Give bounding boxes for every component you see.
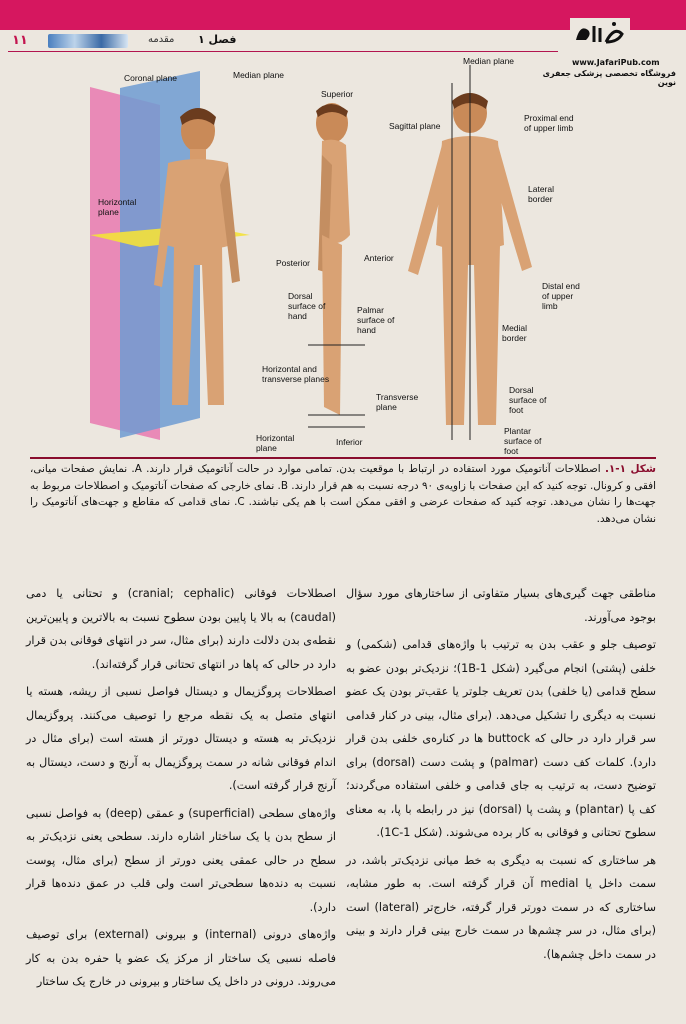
label-palmar-hand: Palmar surface of hand	[357, 305, 395, 335]
paragraph: هر ساختاری که نسبت به دیگری به خط میانی نزدیک‌تر باشد، در سمت داخل یا medial آن قرار گرفته است. به طور مشابه، ساختاری که در سمت دورتر قرار گرفته، خارج‌تر (lateral) است (برای مثال، در سر چشم‌ها در سمت خارج بینی قرار دارند و بینی در سمت داخل چشم‌ها).	[346, 853, 657, 961]
section-title: مقدمه	[148, 34, 175, 45]
label-dorsal-hand: Dorsal surface of hand	[288, 291, 326, 321]
label-transverse-plane: Transverse plane	[376, 392, 419, 412]
header-illustration	[48, 34, 128, 48]
paragraph: توصیف جلو و عقب بدن به ترتیب با واژه‌های قدامی (شکمی) و خلفی (پشتی) انجام می‌گیرد (شکل 1B-1)؛ نزدیک‌تر بودن عضو به سطح قدامی (یا خلفی) بدن تعریف جلوتر یا عقب‌تر بودن یک عضو نسبت به دیگری را تشکیل می‌دهد. (برای مثال، بینی در کنار قدامی سر قرار دارد در حالی که buttock ها در کناره‌ی خلفی بدن قرار دارد). کلمات کف دست (palmar) و پشت دست (dorsal) برای توضیح دست، به ترتیب به جای قدامی و خلفی استفاده می‌گردند؛ کف پا (plantar) و پشت پا (dorsal) نیز در رابطه با پا، به معنای سطوح تحتانی و فوقانی به کار برده می‌شوند. (شکل 1C-1).	[346, 638, 657, 839]
paragraph: واژه‌های سطحی (superficial) و عمقی (deep) به فواصل نسبی از سطح بدن یا یک ساختار اشاره دارند. سطحی یعنی نزدیک‌تر به سطح در حالی عمقی یعنی دورتر از سطح (برای مثال، پوست نسبت به دنده‌ها سطحی‌تر است ولی قلب در عمق دنده‌ها قرار دارد).	[26, 806, 336, 914]
label-medial-border: Medial border	[502, 323, 528, 343]
label-anterior: Anterior	[364, 253, 394, 263]
label-coronal-plane: Coronal plane	[124, 73, 177, 83]
publisher-logo-icon	[570, 18, 630, 48]
text-column-left	[26, 582, 336, 998]
store-name: فروشگاه تخصصی پزشکی جعفری نوین	[542, 69, 676, 87]
paragraph: واژه‌های درونی (internal) و بیرونی (external) برای توصیف فاصله نسبی یک ساختار از مرکز یک عضو یا حفره بدن به کار می‌روند. درونی در داخل یک ساختار و بیرونی در خارج یک ساختار	[26, 928, 337, 988]
caption-rule	[30, 457, 656, 459]
label-horizontal-plane-a: Horizontal plane	[98, 197, 137, 217]
chapter-title: فصل ۱	[198, 33, 237, 46]
label-posterior: Posterior	[276, 258, 311, 268]
text-column-right	[346, 582, 656, 970]
label-plantar-foot: Plantar surface of foot	[504, 426, 542, 456]
label-sagittal-plane: Sagittal plane	[389, 121, 441, 131]
label-median-plane-c: Median plane	[463, 56, 515, 66]
label-median-plane-a: Median plane	[233, 70, 285, 80]
label-inferior: Inferior	[336, 437, 363, 447]
caption-text: اصطلاحات آناتومیک مورد استفاده در ارتباط با موقعیت بدن. تمامی موارد در حالت آناتومیک قرار دارند. A. نمایش صفحات میانی، افقی و کرونال. توجه کنید که این صفحات با زاویه‌ی ۹۰ درجه نسبت به هم قرار دارند. B. نمای خارجی که صفحات آناتومیک و اصطلاحات مربوط به جهت‌ها را نشان می‌دهد. توجه کنید که صفحات عرضی و افقی ممکن است با هم یکی نباشند. C. نمای قدامی که مقاطع و جهت‌های آناتومیک را نشان می‌دهد.	[30, 463, 657, 525]
page-number: ۱۱	[12, 33, 28, 48]
label-horizontal-plane-b: Horizontal plane	[256, 433, 295, 453]
label-dorsal-foot: Dorsal surface of foot	[509, 385, 547, 415]
label-proximal-end: Proximal end of upper limb	[524, 113, 574, 133]
label-horizontal-transverse: Horizontal and transverse planes	[262, 364, 330, 384]
label-superior: Superior	[321, 89, 354, 99]
header-rule	[8, 51, 558, 52]
label-distal-end: Distal end of upper limb	[542, 281, 580, 311]
site-url: www.JafariPub.com	[572, 58, 660, 67]
label-lateral-border: Lateral border	[528, 184, 554, 204]
caption-prefix: شکل ۱-۱.	[604, 463, 656, 475]
paragraph: اصطلاحات فوقانی (cranial; cephalic) و تحتانی یا دمی (caudal) به بالا یا پایین بودن سطوح نسبت به بالاترین و پایین‌ترین نقطه‌ی بدن دلالت دارند (برای مثال، سر در انتهای فوقانی بدن قرار دارد در حالی که پاها در انتهای تحتانی قرار گرفته‌اند).	[26, 587, 336, 671]
figure-caption	[30, 461, 656, 527]
paragraph: مناطقی جهت گیری‌های بسیار متفاوتی از ساختارهای مورد سؤال بوجود می‌آورند.	[346, 587, 656, 624]
paragraph: اصطلاحات پروگزیمال و دیستال فواصل نسبی از ریشه، هسته یا انتهای متصل به یک نقطه مرجع را توصیف می‌کنند. پروگزیمال نزدیک‌تر به هسته و دیستال دورتر از هسته است (برای مثال در اندام فوقانی شانه در سمت پروگزیمال به آرنج و دست، دیستال به آرنج قرار گرفته است).	[26, 685, 336, 792]
